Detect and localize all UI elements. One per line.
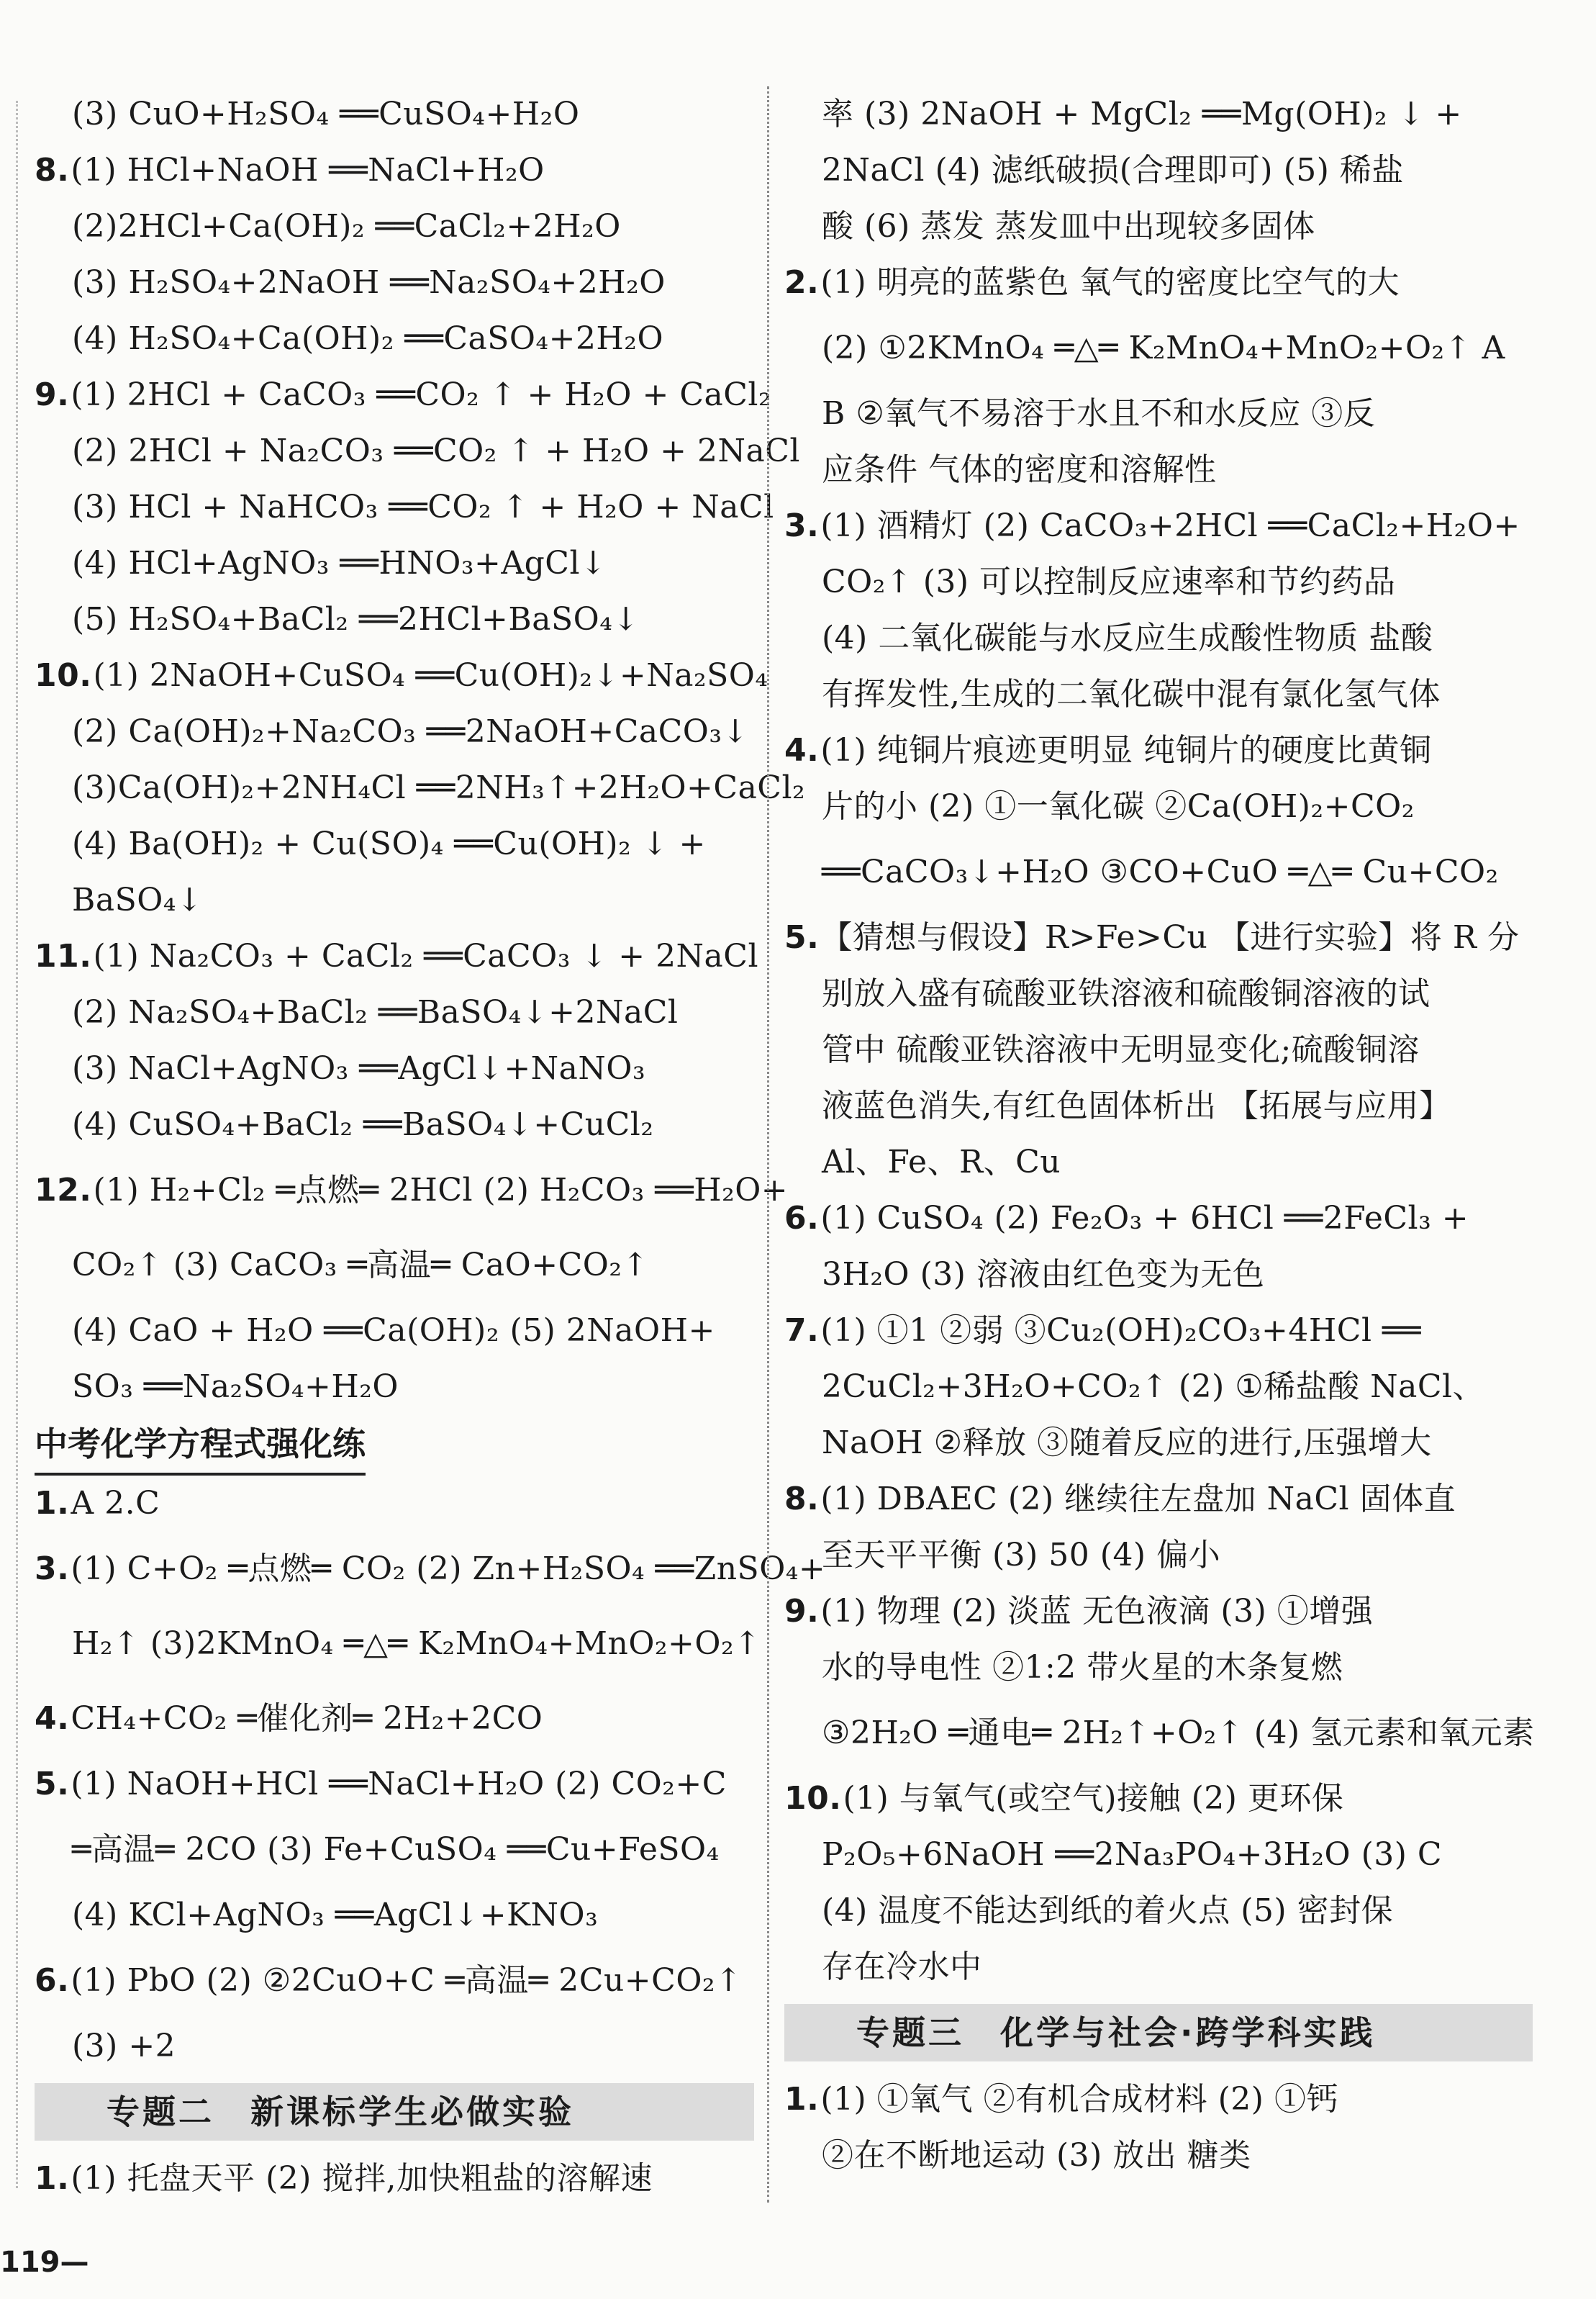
answer-line [35,311,754,367]
answer-line [35,1041,754,1097]
answer-line [35,536,754,592]
answer-text: 片的小 (2) ①一氧化碳 ②Ca(OH)₂+CO₂ [822,788,1415,825]
section-heading-row [35,1415,754,1476]
answer-line [784,2128,1533,2184]
answer-text: ══CaCO₃↓+H₂O ③CO+CuO ═△═ Cu+CO₂ [822,854,1499,890]
answer-text: 3H₂O (3) 溶液由红色变为无色 [822,1256,1265,1293]
answer-text: 2CuCl₂+3H₂O+CO₂↑ (2) ①稀盐酸 NaCl、 [822,1368,1485,1405]
answer-line [35,1097,754,1153]
answer-text: (1) Na₂CO₃ + CaCl₂ ══CaCO₃ ↓ + 2NaCl [93,938,759,975]
page-number: 119— [0,2246,89,2279]
answer-text: (1) C+O₂ ═点燃═ CO₂ (2) Zn+H₂SO₄ ══ZnSO₄+ [71,1550,826,1587]
answer-text: (4) KCl+AgNO₃ ══AgCl↓+KNO₃ [72,1897,599,1933]
answer-line [35,1228,754,1303]
item-number: 1. [35,1485,70,1522]
item-number: 6. [35,1962,70,1999]
left-column [35,86,826,2207]
answer-text: (2) ①2KMnO₄ ═△═ K₂MnO₄+MnO₂+O₂↑ A [822,330,1505,366]
answer-line [784,835,1533,910]
answer-line [784,1527,1533,1584]
answer-text: (4) H₂SO₄+Ca(OH)₂ ══CaSO₄+2H₂O [72,320,664,357]
answer-text: (3) HCl + NaHCO₃ ══CO₂ ↑ + H₂O + NaCl [72,489,774,525]
answer-item [35,2151,754,2207]
answer-text: (4) CuSO₄+BaCl₂ ══BaSO₄↓+CuCl₂ [72,1106,654,1143]
answer-text: 管中 硫酸亚铁溶液中无明显变化;硫酸铜溶 [822,1031,1420,1068]
answer-line [35,2018,754,2074]
answer-line [784,554,1533,610]
answer-text: (3) NaCl+AgNO₃ ══AgCl↓+NaNO₃ [72,1050,646,1087]
answer-line [784,1696,1533,1771]
answer-text: (1) H₂+Cl₂ ═点燃═ 2HCl (2) H₂CO₃ ══H₂O+ [93,1172,789,1209]
answer-text: (1) DBAEC (2) 继续往左盘加 NaCl 固体直 [820,1481,1456,1517]
answer-line [784,1640,1533,1696]
answer-text: (2)2HCl+Ca(OH)₂ ══CaCl₂+2H₂O [72,208,621,245]
answer-text: (3) H₂SO₄+2NaOH ══Na₂SO₄+2H₂O [72,264,666,301]
topic-band: 专题三 化学与社会·跨学科实践 [784,2004,1533,2061]
answer-item [784,723,1533,779]
answer-line [784,1415,1533,1471]
answer-text: 应条件 气体的密度和溶解性 [822,451,1217,488]
answer-line [35,255,754,311]
answer-text: (2) Ca(OH)₂+Na₂CO₃ ══2NaOH+CaCO₃↓ [72,713,749,750]
answer-line [784,610,1533,667]
answer-text: (1) HCl+NaOH ══NaCl+H₂O [71,152,545,189]
answer-text: CH₄+CO₂ ═催化剂═ 2H₂+2CO [71,1700,543,1737]
answer-text: Al、Fe、R、Cu [822,1144,1061,1180]
answer-text: 率 (3) 2NaOH + MgCl₂ ══Mg(OH)₂ ↓ + [822,96,1462,132]
answer-line [35,760,806,816]
item-number: 8. [784,1481,820,1517]
item-number: 3. [35,1550,70,1587]
answer-item [35,648,768,704]
answer-line [784,779,1533,835]
answer-text: (4) CaO + H₂O ══Ca(OH)₂ (5) 2NaOH+ [72,1312,715,1349]
item-number: 6. [784,1200,820,1237]
answer-item [35,367,772,423]
item-number: 4. [35,1700,70,1737]
answer-line [784,199,1533,255]
answer-item [35,1681,754,1756]
answer-line [35,86,754,143]
answer-text: NaOH ②释放 ③随着反应的进行,压强增大 [822,1424,1432,1461]
answer-text: (4) 二氧化碳能与水反应生成酸性物质 盐酸 [822,620,1433,656]
answer-line [35,704,754,760]
item-number: 3. [784,507,820,544]
answer-line [784,86,1533,143]
answer-text: 液蓝色消失,有红色固体析出 【拓展与应用】 [822,1088,1451,1124]
answer-line [35,592,754,648]
answer-text: 至天平平衡 (3) 50 (4) 偏小 [822,1537,1221,1573]
item-number: 1. [784,2081,820,2118]
answer-line [784,966,1533,1022]
item-number: 4. [784,732,820,769]
answer-line [784,442,1533,498]
answer-line [784,1883,1533,1939]
answer-line [784,1939,1533,1995]
answer-item [35,1756,754,1812]
answer-item [35,1476,754,1532]
answer-item [35,1153,789,1228]
answer-item [784,1303,1533,1359]
answer-line [784,1827,1533,1883]
answer-line [784,667,1533,723]
answer-text: 别放入盛有硫酸亚铁溶液和硫酸铜溶液的试 [822,975,1430,1012]
answer-line [35,872,754,929]
item-number: 9. [35,376,70,413]
answer-text: (1) ①氧气 ②有机合成材料 (2) ①钙 [820,2081,1338,2118]
answer-text: (3)Ca(OH)₂+2NH₄Cl ══2NH₃↑+2H₂O+CaCl₂ [72,769,806,806]
answer-line [784,311,1533,386]
answer-text: (1) 2NaOH+CuSO₄ ══Cu(OH)₂↓+Na₂SO₄ [93,657,768,694]
item-number: 5. [784,919,820,956]
answer-text: (1) NaOH+HCl ══NaCl+H₂O (2) CO₂+C [71,1766,727,1802]
item-number: 1. [35,2160,70,2197]
answer-line [35,479,774,536]
answer-item [784,2072,1533,2128]
answer-line [784,1022,1533,1078]
answer-text: 2NaCl (4) 滤纸破损(合理即可) (5) 稀盐 [822,152,1404,189]
answer-text: 【猜想与假设】R>Fe>Cu 【进行实验】将 R 分 [820,919,1520,956]
answer-line [35,423,800,479]
answer-text: (1) 酒精灯 (2) CaCO₃+2HCl ══CaCl₂+H₂O+ [820,507,1520,544]
answer-text: (1) CuSO₄ (2) Fe₂O₃ + 6HCl ══2FeCl₃ + [820,1200,1469,1237]
answer-text: (5) H₂SO₄+BaCl₂ ══2HCl+BaSO₄↓ [72,601,640,638]
answer-line [35,1303,754,1359]
answer-text: (1) ①1 ②弱 ③Cu₂(OH)₂CO₃+4HCl ══ [820,1312,1421,1349]
answer-line [784,1247,1533,1303]
answer-text: (3) +2 [72,2028,176,2064]
answer-text: P₂O₅+6NaOH ══2Na₃PO₄+3H₂O (3) C [822,1836,1443,1873]
answer-line [784,143,1533,199]
answer-text: (3) CuO+H₂SO₄ ══CuSO₄+H₂O [72,96,580,132]
answer-text: (1) 托盘天平 (2) 搅拌,加快粗盐的溶解速 [71,2160,653,2197]
answer-text: 酸 (6) 蒸发 蒸发皿中出现较多固体 [822,208,1315,245]
answer-line [35,985,754,1041]
answer-line [784,1134,1533,1191]
answer-item [784,1471,1533,1527]
answer-text: (1) 明亮的蓝紫色 氧气的密度比空气的大 [820,264,1400,301]
answer-text: B ②氧气不易溶于水且不和水反应 ③反 [822,395,1376,432]
answer-text: 存在冷水中 [822,1948,982,1985]
answer-text: (4) HCl+AgNO₃ ══HNO₃+AgCl↓ [72,545,607,582]
answer-line [35,1812,754,1887]
answer-text: H₂↑ (3)2KMnO₄ ═△═ K₂MnO₄+MnO₂+O₂↑ [72,1625,761,1662]
answer-text: ③2H₂O ═通电═ 2H₂↑+O₂↑ (4) 氢元素和氧元素 [822,1715,1535,1751]
answer-line [35,1607,761,1681]
answer-text: 水的导电性 ②1:2 带火星的木条复燃 [822,1649,1343,1686]
answer-line [784,386,1533,442]
answer-text: (1) 2HCl + CaCO₃ ══CO₂ ↑ + H₂O + CaCl₂ [71,376,772,413]
item-number: 2. [784,264,820,301]
answer-item [35,929,759,985]
answer-item [784,498,1533,554]
answer-text: (1) PbO (2) ②2CuO+C ═高温═ 2Cu+CO₂↑ [71,1962,743,1999]
answer-text: ═高温═ 2CO (3) Fe+CuSO₄ ══Cu+FeSO₄ [72,1831,720,1868]
margin-rule [16,101,18,2188]
answer-text: SO₃ ══Na₂SO₄+H₂O [72,1368,399,1405]
item-number: 5. [35,1766,70,1802]
answer-text: 有挥发性,生成的二氧化碳中混有氯化氢气体 [822,676,1441,713]
answer-item [784,910,1533,966]
answer-line [35,1887,754,1943]
answer-text: CO₂↑ (3) CaCO₃ ═高温═ CaO+CO₂↑ [72,1247,649,1283]
item-number: 11. [35,938,92,975]
right-column [784,86,1533,2184]
answer-item [35,143,754,199]
answer-text: A 2.C [71,1485,160,1522]
answer-text: ②在不断地运动 (3) 放出 糖类 [822,2137,1251,2174]
item-number: 7. [784,1312,820,1349]
answer-line [35,816,754,872]
answer-item [784,1584,1533,1640]
answer-line [35,199,754,255]
answer-text: (1) 物理 (2) 淡蓝 无色液滴 (3) ①增强 [820,1593,1374,1630]
item-number: 8. [35,152,70,189]
answer-line [784,1359,1533,1415]
answer-line [784,1078,1533,1134]
answer-item [35,1532,826,1607]
answer-text: (4) 温度不能达到纸的着火点 (5) 密封保 [822,1892,1394,1929]
column-divider [767,86,769,2203]
item-number: 9. [784,1593,820,1630]
topic-band: 专题二 新课标学生必做实验 [35,2083,754,2141]
answer-text: (4) Ba(OH)₂ + Cu(SO)₄ ══Cu(OH)₂ ↓ + [72,826,706,862]
answer-text: (2) 2HCl + Na₂CO₃ ══CO₂ ↑ + H₂O + 2NaCl [72,433,800,469]
answer-text: BaSO₄↓ [72,882,204,918]
answer-text: (1) 纯铜片痕迹更明显 纯铜片的硬度比黄铜 [820,732,1432,769]
answer-item [784,255,1533,311]
item-number: 12. [35,1172,92,1209]
section-heading: 中考化学方程式强化练 [35,1415,366,1476]
item-number: 10. [784,1780,842,1817]
answer-text: CO₂↑ (3) 可以控制反应速率和节约药品 [822,564,1396,600]
answer-item [784,1191,1533,1247]
answer-line [35,1359,754,1415]
answer-text: (2) Na₂SO₄+BaCl₂ ══BaSO₄↓+2NaCl [72,994,679,1031]
answer-item [784,1771,1533,1827]
item-number: 10. [35,657,92,694]
answer-text: (1) 与氧气(或空气)接触 (2) 更环保 [843,1780,1344,1817]
answer-item [35,1943,754,2018]
